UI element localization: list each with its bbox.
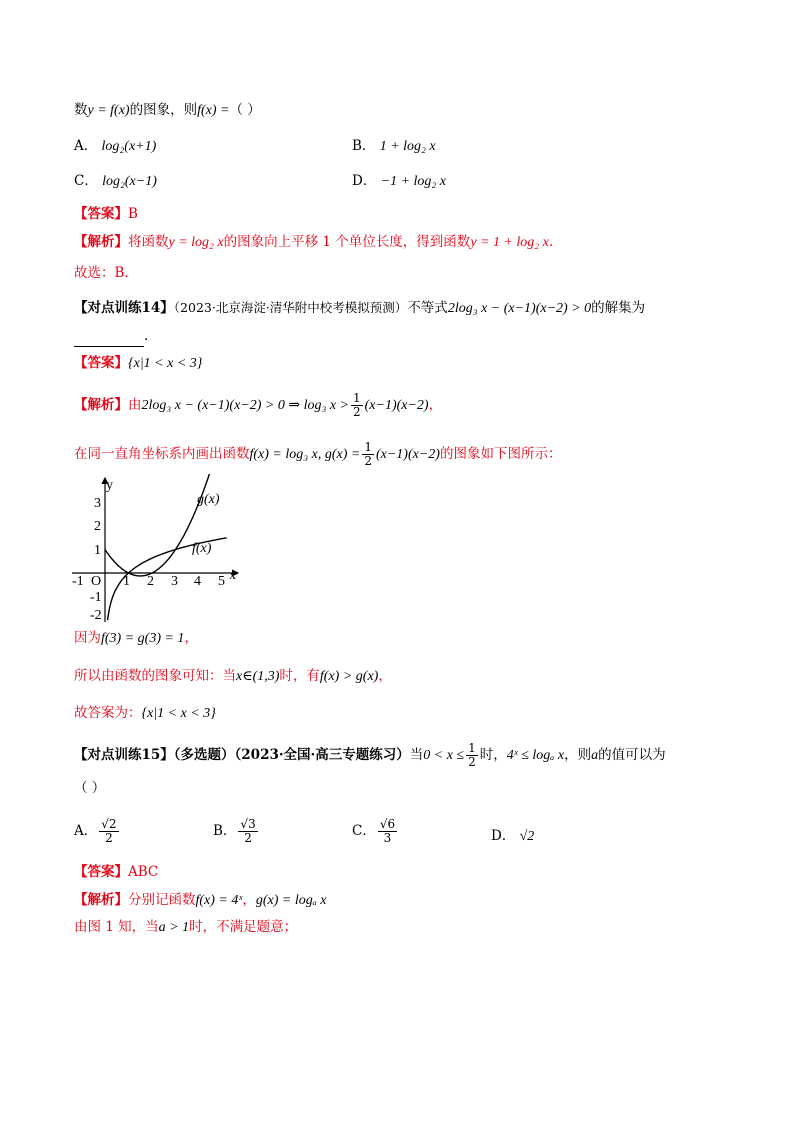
q13-option-b: B． 1 + log₂ x [352, 138, 436, 154]
q15-paren: （ ） [74, 780, 106, 796]
q14-final: 故答案为：{x|1 < x < 3} [74, 705, 216, 721]
q14-stem: 【对点训练14】（2023·北京海淀·清华附中校考模拟预测）不等式2log₃ x − (x−1)(x−2) > 0的解集为 [74, 300, 646, 316]
q15-option-d: D． √2 [491, 828, 535, 844]
x-tick-5: 5 [218, 574, 225, 589]
x-tick-neg1: -1 [72, 574, 84, 589]
origin-label: O [91, 574, 102, 589]
fraction: $\frac{1}{2}$ [352, 391, 361, 419]
q13-option-c: C． log₂(x−1) [74, 173, 157, 189]
q14-blank-line: . [74, 325, 148, 347]
q14-because: 因为f(3) = g(3) = 1， [74, 630, 198, 646]
q14-so: 所以由函数的图象可知：当x∈(1,3)时，有f(x) > g(x)， [74, 668, 392, 684]
f-curve-label: f(x) [192, 541, 212, 556]
q13-conclusion: 故选：B. [74, 265, 129, 281]
function-graph [70, 474, 250, 624]
x-tick-4: 4 [194, 574, 201, 589]
fraction: $\frac{√2}{2}$ [101, 817, 117, 845]
fraction: $\frac{1}{2}$ [468, 741, 476, 769]
q15-answer: 【答案】ABC [74, 864, 159, 880]
q14-analysis: 【解析】由2log₃ x − (x−1)(x−2) > 0 ⇒ log₃ x > $\frac{1}{2}$ (x−1)(x−2)， [74, 391, 443, 419]
q13-analysis: 【解析】将函数y = log₂ x的图象向上平移 1 个单位长度，得到函数y = 1 + log₂ x. [74, 234, 554, 250]
q14-draw-line: 在同一直角坐标系内画出函数f(x) = log₃ x, g(x) = $\frac{1}{2}$ (x−1)(x−2)的图象如下图所示： [74, 440, 562, 468]
y-tick-2: 2 [94, 519, 101, 534]
x-axis-label: x [229, 568, 236, 583]
x-tick-1: 1 [123, 574, 130, 589]
y-tick-3: 3 [94, 496, 101, 511]
q15-analysis: 【解析】分别记函数f(x) = 4ˣ，g(x) = logₐ x [74, 892, 327, 908]
q13-answer: 【答案】B [74, 206, 138, 222]
g-curve [105, 474, 211, 576]
q15-stem: 【对点训练15】（多选题）（2023·全国·高三专题练习）当0 < x ≤ $\frac{1}{2}$ 时，4ˣ ≤ logₐ x，则a的值可以为 [74, 741, 666, 769]
y-tick-1: 1 [94, 543, 101, 558]
q13-option-a: A． log₂(x+1) [74, 138, 157, 154]
q14-answer: 【答案】{x|1 < x < 3} [74, 355, 203, 371]
q13-stem: 数y = f(x)的图象，则f(x) =（ ） [74, 102, 261, 118]
q15-option-a: A． $\frac{√2}{2}$ [74, 817, 117, 845]
y-tick-neg1: -1 [90, 590, 102, 605]
fraction: $\frac{1}{2}$ [364, 440, 372, 468]
q15-option-b: B． $\frac{√3}{2}$ [213, 817, 256, 845]
x-tick-3: 3 [171, 574, 178, 589]
y-tick-neg2: -2 [90, 608, 102, 623]
fraction: $\frac{√6}{3}$ [379, 817, 396, 845]
y-axis-label: y [106, 478, 113, 493]
x-tick-2: 2 [147, 574, 154, 589]
q15-option-c: C． $\frac{√6}{3}$ [352, 817, 396, 845]
fraction: $\frac{√3}{2}$ [240, 817, 256, 845]
q13-option-d: D． −1 + log₂ x [352, 173, 446, 189]
g-curve-label: g(x) [197, 492, 220, 507]
q15-figure-note: 由图 1 知，当a > 1时，不满足题意； [74, 919, 298, 935]
answer-blank [74, 332, 144, 347]
